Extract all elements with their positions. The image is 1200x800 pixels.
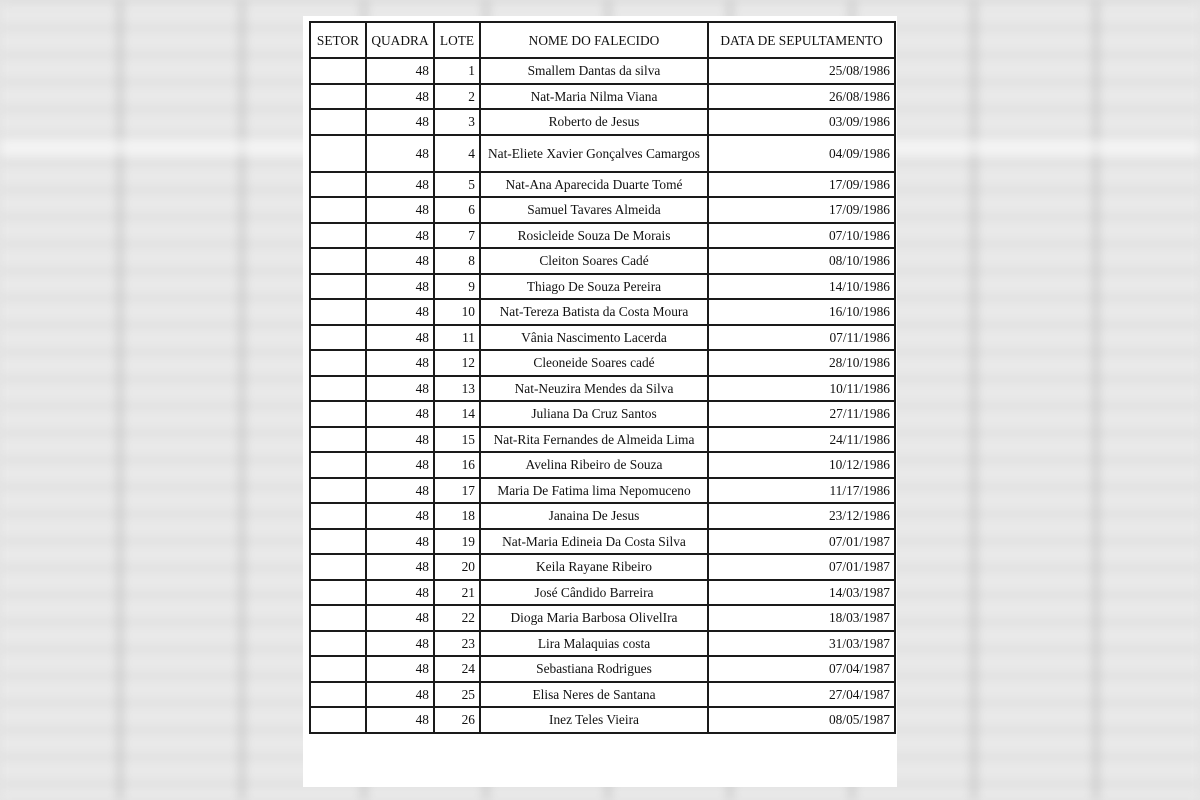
cell-data: 31/03/1987 (708, 631, 895, 657)
cell-lote: 24 (434, 656, 480, 682)
document-sheet (303, 16, 897, 787)
cell-setor (310, 682, 366, 708)
cell-lote: 5 (434, 172, 480, 198)
cell-setor (310, 427, 366, 453)
table-row (310, 274, 895, 300)
cell-nome: Juliana Da Cruz Santos (480, 401, 708, 427)
cell-nome: Nat-Rita Fernandes de Almeida Lima (480, 427, 708, 453)
cell-nome: Vânia Nascimento Lacerda (480, 325, 708, 351)
table-row (310, 299, 895, 325)
cell-data: 27/04/1987 (708, 682, 895, 708)
cell-quadra: 48 (366, 325, 434, 351)
cell-lote: 12 (434, 350, 480, 376)
table-row (310, 248, 895, 274)
table-row (310, 478, 895, 504)
header-lote: LOTE (434, 22, 480, 58)
table-body (310, 58, 895, 733)
cell-nome: Rosicleide Souza De Morais (480, 223, 708, 249)
cell-setor (310, 58, 366, 84)
cell-nome: Nat-Maria Edineia Da Costa Silva (480, 529, 708, 555)
cell-data: 27/11/1986 (708, 401, 895, 427)
header-data-de-sepultamento: DATA DE SEPULTAMENTO (708, 22, 895, 58)
cell-quadra: 48 (366, 682, 434, 708)
table-row (310, 223, 895, 249)
cell-data: 17/09/1986 (708, 172, 895, 198)
cell-quadra: 48 (366, 274, 434, 300)
cell-quadra: 48 (366, 605, 434, 631)
cell-nome: Nat-Ana Aparecida Duarte Tomé (480, 172, 708, 198)
cell-nome: Inez Teles Vieira (480, 707, 708, 733)
cell-nome: Thiago De Souza Pereira (480, 274, 708, 300)
cell-lote: 17 (434, 478, 480, 504)
cell-data: 07/10/1986 (708, 223, 895, 249)
cell-setor (310, 656, 366, 682)
cell-setor (310, 580, 366, 606)
cell-data: 14/10/1986 (708, 274, 895, 300)
cell-quadra: 48 (366, 580, 434, 606)
cell-setor (310, 478, 366, 504)
cell-quadra: 48 (366, 376, 434, 402)
cell-data: 04/09/1986 (708, 135, 895, 172)
cell-nome: Nat-Tereza Batista da Costa Moura (480, 299, 708, 325)
cell-lote: 10 (434, 299, 480, 325)
cell-data: 07/01/1987 (708, 529, 895, 555)
table-row (310, 109, 895, 135)
cell-lote: 15 (434, 427, 480, 453)
cell-nome: Nat-Neuzira Mendes da Silva (480, 376, 708, 402)
burial-records-table (309, 21, 896, 734)
cell-quadra: 48 (366, 631, 434, 657)
cell-lote: 3 (434, 109, 480, 135)
cell-data: 25/08/1986 (708, 58, 895, 84)
cell-quadra: 48 (366, 299, 434, 325)
cell-data: 18/03/1987 (708, 605, 895, 631)
cell-nome: Janaina De Jesus (480, 503, 708, 529)
cell-nome: Nat-Eliete Xavier Gonçalves Camargos (480, 135, 708, 172)
header-nome-do-falecido: NOME DO FALECIDO (480, 22, 708, 58)
cell-nome: José Cândido Barreira (480, 580, 708, 606)
cell-nome: Keila Rayane Ribeiro (480, 554, 708, 580)
cell-quadra: 48 (366, 529, 434, 555)
cell-quadra: 48 (366, 84, 434, 110)
table-row (310, 529, 895, 555)
cell-quadra: 48 (366, 109, 434, 135)
table-row (310, 84, 895, 110)
table-row (310, 401, 895, 427)
cell-lote: 14 (434, 401, 480, 427)
cell-quadra: 48 (366, 223, 434, 249)
cell-setor (310, 605, 366, 631)
cell-data: 23/12/1986 (708, 503, 895, 529)
cell-nome: Smallem Dantas da silva (480, 58, 708, 84)
cell-nome: Dioga Maria Barbosa OlivelIra (480, 605, 708, 631)
cell-data: 26/08/1986 (708, 84, 895, 110)
cell-data: 07/11/1986 (708, 325, 895, 351)
table-row (310, 452, 895, 478)
cell-data: 07/04/1987 (708, 656, 895, 682)
cell-lote: 23 (434, 631, 480, 657)
table-row (310, 376, 895, 402)
cell-setor (310, 554, 366, 580)
cell-setor (310, 197, 366, 223)
cell-nome: Avelina Ribeiro de Souza (480, 452, 708, 478)
table-row (310, 58, 895, 84)
cell-lote: 13 (434, 376, 480, 402)
header-quadra: QUADRA (366, 22, 434, 58)
cell-quadra: 48 (366, 452, 434, 478)
table-row (310, 350, 895, 376)
cell-data: 11/17/1986 (708, 478, 895, 504)
cell-lote: 4 (434, 135, 480, 172)
cell-nome: Lira Malaquias costa (480, 631, 708, 657)
cell-lote: 19 (434, 529, 480, 555)
cell-setor (310, 529, 366, 555)
header-setor: SETOR (310, 22, 366, 58)
cell-quadra: 48 (366, 554, 434, 580)
cell-nome: Cleiton Soares Cadé (480, 248, 708, 274)
table-row (310, 707, 895, 733)
cell-data: 08/05/1987 (708, 707, 895, 733)
cell-lote: 18 (434, 503, 480, 529)
cell-lote: 7 (434, 223, 480, 249)
cell-lote: 20 (434, 554, 480, 580)
cell-quadra: 48 (366, 248, 434, 274)
cell-lote: 22 (434, 605, 480, 631)
cell-lote: 1 (434, 58, 480, 84)
cell-quadra: 48 (366, 401, 434, 427)
cell-data: 24/11/1986 (708, 427, 895, 453)
cell-lote: 21 (434, 580, 480, 606)
cell-nome: Nat-Maria Nilma Viana (480, 84, 708, 110)
cell-data: 16/10/1986 (708, 299, 895, 325)
cell-setor (310, 503, 366, 529)
table-row (310, 554, 895, 580)
cell-data: 03/09/1986 (708, 109, 895, 135)
table-row (310, 605, 895, 631)
table-row (310, 580, 895, 606)
cell-setor (310, 248, 366, 274)
cell-setor (310, 325, 366, 351)
cell-data: 10/12/1986 (708, 452, 895, 478)
cell-quadra: 48 (366, 197, 434, 223)
cell-quadra: 48 (366, 478, 434, 504)
cell-nome: Roberto de Jesus (480, 109, 708, 135)
cell-setor (310, 223, 366, 249)
cell-lote: 11 (434, 325, 480, 351)
cell-setor (310, 631, 366, 657)
cell-quadra: 48 (366, 350, 434, 376)
table-row (310, 135, 895, 172)
cell-quadra: 48 (366, 135, 434, 172)
cell-nome: Maria De Fatima lima Nepomuceno (480, 478, 708, 504)
table-row (310, 325, 895, 351)
cell-setor (310, 84, 366, 110)
table-row (310, 197, 895, 223)
cell-lote: 2 (434, 84, 480, 110)
table-row (310, 503, 895, 529)
cell-setor (310, 401, 366, 427)
cell-setor (310, 274, 366, 300)
cell-data: 17/09/1986 (708, 197, 895, 223)
cell-setor (310, 376, 366, 402)
cell-quadra: 48 (366, 503, 434, 529)
cell-nome: Elisa Neres de Santana (480, 682, 708, 708)
table-row (310, 631, 895, 657)
table-row (310, 682, 895, 708)
cell-data: 07/01/1987 (708, 554, 895, 580)
cell-quadra: 48 (366, 707, 434, 733)
cell-setor (310, 350, 366, 376)
cell-quadra: 48 (366, 58, 434, 84)
cell-quadra: 48 (366, 172, 434, 198)
cell-setor (310, 135, 366, 172)
cell-quadra: 48 (366, 656, 434, 682)
cell-lote: 26 (434, 707, 480, 733)
cell-lote: 16 (434, 452, 480, 478)
cell-setor (310, 452, 366, 478)
cell-setor (310, 299, 366, 325)
table-row (310, 172, 895, 198)
table-header-row (310, 22, 895, 58)
cell-quadra: 48 (366, 427, 434, 453)
cell-nome: Cleoneide Soares cadé (480, 350, 708, 376)
cell-setor (310, 109, 366, 135)
cell-data: 28/10/1986 (708, 350, 895, 376)
cell-lote: 6 (434, 197, 480, 223)
cell-nome: Samuel Tavares Almeida (480, 197, 708, 223)
cell-setor (310, 172, 366, 198)
cell-data: 08/10/1986 (708, 248, 895, 274)
cell-nome: Sebastiana Rodrigues (480, 656, 708, 682)
table-row (310, 427, 895, 453)
cell-lote: 25 (434, 682, 480, 708)
cell-data: 14/03/1987 (708, 580, 895, 606)
cell-data: 10/11/1986 (708, 376, 895, 402)
cell-lote: 8 (434, 248, 480, 274)
cell-lote: 9 (434, 274, 480, 300)
table-row (310, 656, 895, 682)
cell-setor (310, 707, 366, 733)
